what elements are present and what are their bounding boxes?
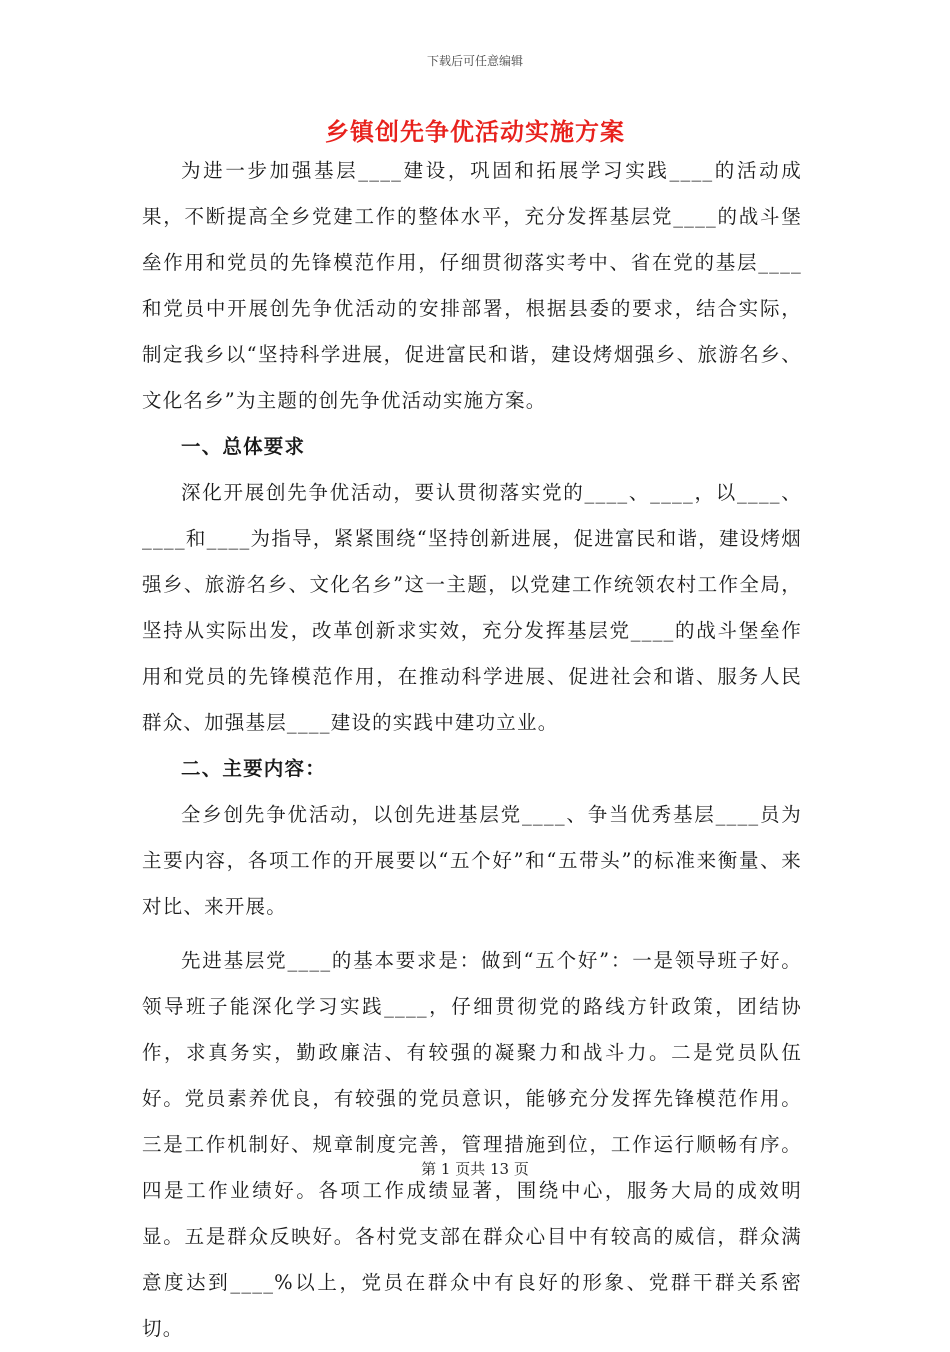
general-requirements-paragraph: 深化开展创先争优活动，要认贯彻落实党的____、____，以____、____和____为指导，紧紧围绕“坚持创新进展，促进富民和谐，建设烤烟强乡、旅游名乡、文化名乡”这一主题，以党建工作统领农村工作全局，坚持从实际出发，改革创新求实效，充分发挥基层党____的战斗堡垒作用和党员的先锋模范作用，在推动科学进展、促进社会和谐、服务人民群众、加强基层____建设的实践中建功立业。 <box>142 481 802 734</box>
section-heading-general-requirements: 一、总体要求 <box>181 435 306 458</box>
main-content-paragraph: 全乡创先争优活动，以创先进基层党____、争当优秀基层____员为主要内容，各项工作的开展要以“五个好”和“五带头”的标准来衡量、来对比、来开展。 <box>142 803 802 918</box>
document-title: 乡镇创先争优活动实施方案 <box>325 117 625 146</box>
section-heading-main-content: 二、主要内容： <box>181 757 326 780</box>
five-goods-paragraph: 先进基层党____的基本要求是：做到“五个好”：一是领导班子好。领导班子能深化学习实践____，仔细贯彻党的路线方针政策，团结协作，求真务实，勤政廉洁、有较强的凝聚力和战斗力。二是党员队伍好。党员素养优良，有较强的党员意识，能够充分发挥先锋模范作用。三是工作机制好、规章制度完善，管理措施到位，工作运行顺畅有序。四是工作业绩好。各项工作成绩显著，围绕中心，服务大局的成效明显。五是群众反映好。各村党支部在群众心目中有较高的威信，群众满意度达到____%以上，党员在群众中有良好的形象、党群干群关系密切。 <box>142 949 802 1340</box>
page-number: 第 1 页共 13 页 <box>421 1160 529 1178</box>
intro-paragraph: 为进一步加强基层____建设，巩固和拓展学习实践____的活动成果，不断提高全乡党建工作的整体水平，充分发挥基层党____的战斗堡垒作用和党员的先锋模范作用，仔细贯彻落实考中、省在党的基层____和党员中开展创先争优活动的安排部署，根据县委的要求，结合实际，制定我乡以“坚持科学进展，促进富民和谐，建设烤烟强乡、旅游名乡、文化名乡”为主题的创先争优活动实施方案。 <box>142 159 802 412</box>
page-header-note: 下载后可任意编辑 <box>426 54 523 68</box>
